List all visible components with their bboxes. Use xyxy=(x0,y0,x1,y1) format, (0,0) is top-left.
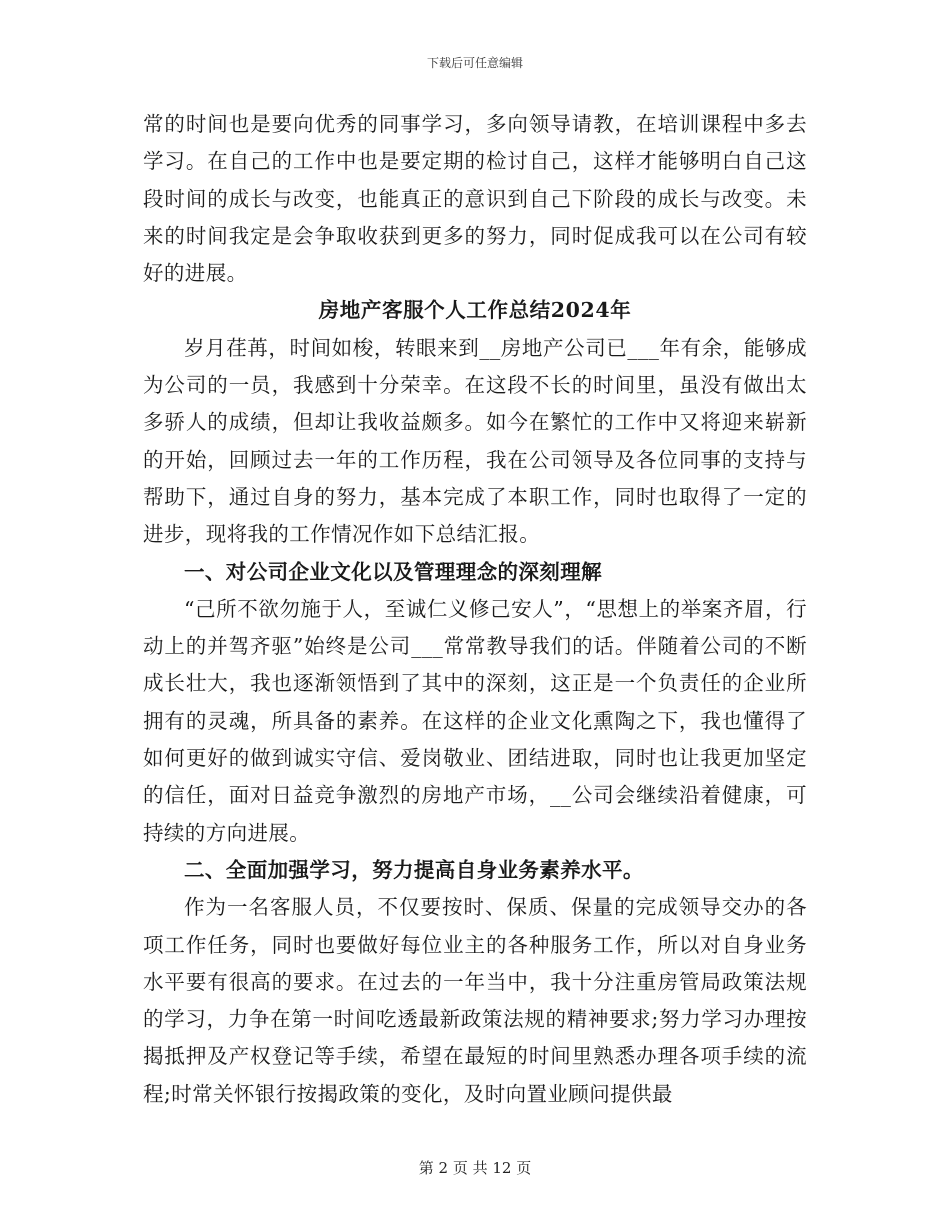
paragraph-learning: 作为一名客服人员，不仅要按时、保质、保量的完成领导交办的各项工作任务，同时也要做好每位业主的各种服务工作，所以对自身业务水平要有很高的要求。在过去的一年当中，我十分注重房管局政策法规的学习，力争在第一时间吃透最新政策法规的精神要求;努力学习办理按揭抵押及产权登记等手续，希望在最短的时间里熟悉办理各项手续的流程;时常关怀银行按揭政策的变化，及时向置业顾问提供最 xyxy=(143,895,807,1106)
page-header: 下载后可任意编辑 xyxy=(426,56,523,70)
page-footer: 第 2 页 共 12 页 xyxy=(418,1159,532,1177)
paragraph-culture: “己所不欲勿施于人，至诚仁义修己安人”，“思想上的举案齐眉，行动上的并驾齐驱”始终是公司___常常教导我们的话。伴随着公司的不断成长壮大，我也逐渐领悟到了其中的深刻，这正是一个负责任的企业所拥有的灵魂，所具备的素养。在这样的企业文化熏陶之下，我也懂得了如何更好的做到诚实守信、爱岗敬业、团结进取，同时也让我更加坚定的信任，面对日益竞争激烈的房地产市场，__公司会继续沿着健康，可持续的方向进展。 xyxy=(143,596,807,845)
heading-2: 二、全面加强学习，努力提高自身业务素养水平。 xyxy=(184,857,644,882)
paragraph-intro: 岁月荏苒，时间如梭，转眼来到__房地产公司已___年有余，能够成为公司的一员，我感到十分荣幸。在这段不长的时间里，虽没有做出太多骄人的成绩，但却让我收益颇多。如今在繁忙的工作中又将迎来崭新的开始，回顾过去一年的工作历程，我在公司领导及各位同事的支持与帮助下，通过自身的努力，基本完成了本职工作，同时也取得了一定的进步，现将我的工作情况作如下总结汇报。 xyxy=(143,335,807,547)
paragraph-continued: 常的时间也是要向优秀的同事学习，多向领导请教，在培训课程中多去学习。在自己的工作中也是要定期的检讨自己，这样才能够明白自己这段时间的成长与改变，也能真正的意识到自己下阶段的成长与改变。未来的时间我定是会争取收获到更多的努力，同时促成我可以在公司有较好的进展。 xyxy=(143,112,807,286)
heading-1: 一、对公司企业文化以及管理理念的深刻理解 xyxy=(184,559,602,584)
section-title: 房地产客服个人工作总结2024年 xyxy=(318,298,632,323)
document-body xyxy=(143,106,807,1113)
